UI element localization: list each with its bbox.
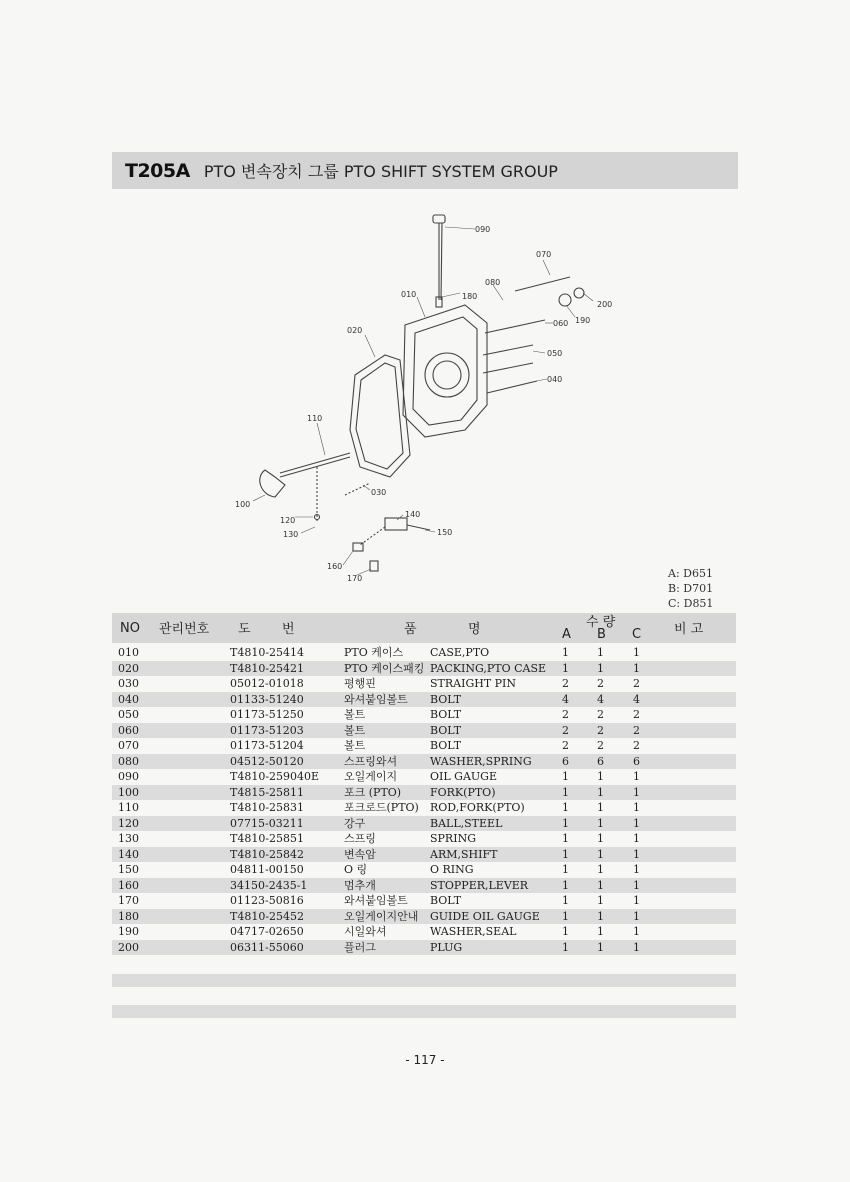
table-row: 150 04811-00150 O 링 O RING 1 1 1 xyxy=(118,863,640,876)
fork xyxy=(260,470,285,497)
blank-row xyxy=(112,974,736,987)
label-020: 020 xyxy=(347,326,363,335)
header-qty-b: B xyxy=(597,627,606,642)
table-row: 120 07715-03211 강구 BALL,STEEL 1 1 1 xyxy=(112,816,736,832)
header-name-1: 품 xyxy=(404,622,417,637)
case-bore xyxy=(425,353,469,397)
bolt-070 xyxy=(515,277,570,291)
blank-row xyxy=(112,1005,736,1018)
table-row: 060 01173-51203 볼트 BOLT 2 2 2 xyxy=(112,723,736,739)
model-a: A: D651 xyxy=(668,567,713,580)
pto-case xyxy=(403,305,487,437)
header-qty-c: C xyxy=(632,627,642,642)
bolt-060 xyxy=(483,345,533,355)
seal-washer xyxy=(559,294,571,306)
label-180: 180 xyxy=(462,292,478,301)
section-code: T205A xyxy=(125,159,190,182)
section-header xyxy=(112,152,738,189)
label-150: 150 xyxy=(437,528,453,537)
pto-case-packing xyxy=(350,355,410,477)
label-040: 040 xyxy=(547,375,563,384)
model-legend xyxy=(668,566,713,611)
parts-table-body xyxy=(112,645,736,955)
label-010: 010 xyxy=(401,290,417,299)
table-row: 050 01173-51250 볼트 BOLT 2 2 2 xyxy=(118,708,640,721)
table-row: 020 T4810-25421 PTO 케이스패킹 PACKING,PTO CASE 1 1 1 xyxy=(112,661,736,677)
header-qty: 수 량 xyxy=(586,615,616,630)
header-drawing-2: 번 xyxy=(282,622,295,637)
table-row: 030 05012-01018 평행핀 STRAIGHT PIN 2 2 2 xyxy=(118,677,640,690)
table-row: 080 04512-50120 스프링와셔 WASHER,SPRING 6 6 6 xyxy=(112,754,736,770)
header-qty-a: A xyxy=(562,627,571,642)
label-170: 170 xyxy=(347,574,363,583)
table-row: 160 34150-2435-1 멈추개 STOPPER,LEVER 1 1 1 xyxy=(112,878,736,894)
table-row: 180 T4810-25452 오일게이지안내 GUIDE OIL GAUGE 1 1 1 xyxy=(112,909,736,925)
label-110: 110 xyxy=(307,414,323,423)
table-row: 200 06311-55060 플러그 PLUG 1 1 1 xyxy=(112,940,736,956)
shift-arm xyxy=(385,518,407,530)
plug xyxy=(574,288,584,298)
table-row: 170 01123-50816 와셔붙임볼트 BOLT 1 1 1 xyxy=(118,894,640,907)
bolt-170 xyxy=(370,561,378,571)
label-140: 140 xyxy=(405,510,421,519)
table-row: 090 T4810-259040E 오일게이지 OIL GAUGE 1 1 1 xyxy=(118,770,640,783)
model-c: C: D851 xyxy=(668,597,714,610)
table-row: 190 04717-02650 시일와셔 WASHER,SEAL 1 1 1 xyxy=(118,925,640,938)
label-090: 090 xyxy=(475,225,491,234)
label-050: 050 xyxy=(547,349,563,358)
header-remarks: 비 고 xyxy=(674,622,704,637)
label-100: 100 xyxy=(235,500,251,509)
label-200: 200 xyxy=(597,300,613,309)
table-row: 130 T4810-25851 스프링 SPRING 1 1 1 xyxy=(118,832,640,845)
label-120: 120 xyxy=(280,516,296,525)
table-row: 010 T4810-25414 PTO 케이스 CASE,PTO 1 1 1 xyxy=(118,646,640,659)
label-070: 070 xyxy=(536,250,552,259)
table-row: 100 T4815-25811 포크 (PTO) FORK(PTO) 1 1 1 xyxy=(112,785,736,801)
table-row: 070 01173-51204 볼트 BOLT 2 2 2 xyxy=(118,739,640,752)
oil-gauge-cap xyxy=(433,215,445,223)
parts-illustration xyxy=(225,205,625,595)
bolt-080 xyxy=(483,363,533,373)
label-080: 080 xyxy=(485,278,501,287)
header-drawing-1: 도 xyxy=(238,622,251,637)
parts-table-header xyxy=(112,613,736,643)
label-190: 190 xyxy=(575,316,591,325)
exploded-parts-diagram xyxy=(225,205,625,595)
label-160: 160 xyxy=(327,562,343,571)
header-mgmt: 관리번호 xyxy=(159,622,210,637)
fork-rod xyxy=(280,453,350,473)
bolt-050 xyxy=(485,320,545,333)
label-030: 030 xyxy=(371,488,387,497)
header-name-2: 명 xyxy=(468,622,481,637)
label-130: 130 xyxy=(283,530,299,539)
table-row: 140 T4810-25842 변속암 ARM,SHIFT 1 1 1 xyxy=(112,847,736,863)
bolt-040 xyxy=(487,381,537,393)
header-no: NO xyxy=(120,621,140,636)
page-number: - 117 - xyxy=(405,1053,445,1067)
table-row: 040 01133-51240 와셔붙임볼트 BOLT 4 4 4 xyxy=(112,692,736,708)
table-row: 110 T4810-25831 포크로드(PTO) ROD,FORK(PTO) 1 1 1 xyxy=(118,801,640,814)
label-060: 060 xyxy=(553,319,569,328)
model-b: B: D701 xyxy=(668,582,714,595)
section-title: PTO 변속장치 그룹 PTO SHIFT SYSTEM GROUP xyxy=(203,162,558,181)
